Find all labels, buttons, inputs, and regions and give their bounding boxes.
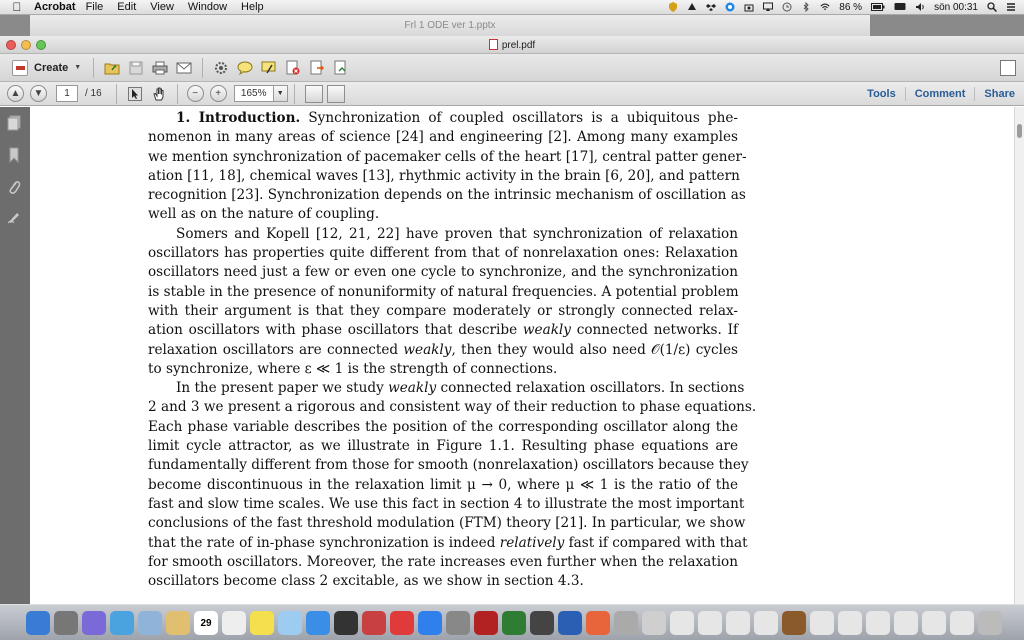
- pdf-file-icon: [489, 39, 498, 50]
- toolbar-divider: [177, 84, 178, 104]
- calendar-app-icon[interactable]: 29: [194, 611, 218, 635]
- minimize-window-button[interactable]: [21, 40, 31, 50]
- page-number-input[interactable]: 1: [56, 85, 78, 102]
- dock-app-icon[interactable]: [950, 611, 974, 635]
- text-line-content: ation oscillators with phase oscillators that describe weakly connected networks. If: [148, 322, 739, 339]
- text-line: [148, 225, 738, 244]
- text-line-content: with their argument is that they compare moderately or strongly connected relax-: [148, 302, 738, 319]
- apple-menu-icon[interactable]: [6, 0, 28, 14]
- display-icon[interactable]: [894, 2, 906, 12]
- text-line: [148, 128, 738, 147]
- text-line-content: Each phase variable describes the position of the corresponding oscillator along the: [148, 418, 738, 435]
- dock-app-icon[interactable]: [894, 611, 918, 635]
- email-icon[interactable]: [175, 59, 193, 77]
- export-pdf-icon[interactable]: [308, 59, 326, 77]
- text-line: [148, 167, 738, 186]
- text-line: [148, 360, 738, 379]
- highlight-comment-icon[interactable]: [260, 59, 278, 77]
- text-line-content: we mention synchronization of pacemaker cells of the heart [17], central patter gener-: [148, 148, 747, 165]
- zoom-window-button[interactable]: [36, 40, 46, 50]
- text-line-content: Somers and Kopell [12, 21, 22] have proven that synchronization of relaxation: [176, 225, 738, 242]
- dock-app-icon[interactable]: [166, 611, 190, 635]
- toolbar-divider: [294, 84, 295, 104]
- dock-app-icon[interactable]: [502, 611, 526, 635]
- text-line: [148, 109, 738, 128]
- print-icon[interactable]: [151, 59, 169, 77]
- app-menu[interactable]: Acrobat: [34, 1, 76, 13]
- zoom-in-plus-icon[interactable]: +: [210, 85, 227, 102]
- text-line-content: fast and slow time scales. We use this fact in section 4 to illustrate the most important: [148, 495, 745, 512]
- text-line-content: become discontinuous in the relaxation limit μ → 0, where μ ≪ 1 is the ratio of the: [148, 476, 738, 493]
- dock-app-icon[interactable]: [446, 611, 470, 635]
- text-line-content: to synchronize, where ε ≪ 1 is the strength of connections.: [148, 360, 558, 377]
- text-line-content: nomenon in many areas of science [24] and engineering [2]. Among many examples: [148, 129, 738, 146]
- background-window-title: Frl 1 ODE ver 1.pptx: [404, 20, 496, 31]
- gear-icon[interactable]: [212, 59, 230, 77]
- text-line-content: ation [11, 18], chemical waves [13], rhythmic activity in the brain [6, 20], and pattern: [148, 167, 740, 184]
- sync-circle-icon[interactable]: [725, 2, 735, 12]
- dock-app-icon[interactable]: [418, 611, 442, 635]
- dock-app-icon[interactable]: [586, 611, 610, 635]
- zoom-level-input[interactable]: 165%: [234, 85, 274, 102]
- camera-icon[interactable]: [744, 2, 754, 12]
- create-button-label: Create: [34, 61, 69, 74]
- dropbox-icon[interactable]: [706, 2, 716, 12]
- dock-app-icon[interactable]: [558, 611, 582, 635]
- text-line: [148, 398, 757, 417]
- zoom-dropdown-chevron-icon[interactable]: ▼: [274, 85, 288, 102]
- text-line-content: oscillators become class 2 excitable, as we show in section 4.3.: [148, 573, 584, 590]
- title-bar[interactable]: [0, 36, 1024, 54]
- dock-app-icon[interactable]: [614, 611, 638, 635]
- dock-app-icon[interactable]: [362, 611, 386, 635]
- text-line-content: Synchronization of coupled oscillators is a ubiquitous phe-: [300, 110, 739, 126]
- dock-app-icon[interactable]: [754, 611, 778, 635]
- text-line: [148, 572, 738, 591]
- menu-help[interactable]: Help: [241, 1, 264, 13]
- text-line-content: conclusions of the fast threshold modulation (FTM) theory [21]. In particular, we show: [148, 515, 746, 532]
- text-line: [148, 553, 738, 572]
- dock-app-icon[interactable]: [54, 611, 78, 635]
- text-line: [148, 418, 738, 437]
- text-line-content: oscillators has properties quite different from that of nonrelaxation ones: Relaxation: [148, 245, 738, 262]
- dock-app-icon[interactable]: [530, 611, 554, 635]
- dock-app-icon[interactable]: [782, 611, 806, 635]
- text-line-content: oscillators need just a few or even one cycle to synchronize, and the synchronization: [148, 264, 738, 281]
- text-line-content: recognition [23]. Synchronization depends on the intrinsic mechanism of oscillation as: [148, 187, 746, 204]
- signature-pen-icon[interactable]: [7, 209, 21, 225]
- open-folder-icon[interactable]: [103, 59, 121, 77]
- time-machine-icon[interactable]: [782, 2, 792, 12]
- text-line: [148, 263, 738, 282]
- text-line-content: fundamentally different from those for smooth (nonrelaxation) oscillators because they: [148, 457, 749, 474]
- dock-app-icon[interactable]: [698, 611, 722, 635]
- dock-app-icon[interactable]: [390, 611, 414, 635]
- task-pane-links: [858, 82, 1024, 105]
- dock-app-icon[interactable]: [222, 611, 246, 635]
- create-pdf-icon: [12, 60, 28, 76]
- vertical-scrollbar[interactable]: [1014, 107, 1024, 604]
- fit-width-icon[interactable]: [327, 85, 345, 103]
- text-line: [148, 244, 738, 263]
- menu-bar: [0, 0, 1024, 15]
- wifi-icon[interactable]: [820, 2, 830, 12]
- document-text: [148, 109, 757, 591]
- close-window-button[interactable]: [6, 40, 16, 50]
- dock-app-icon[interactable]: [642, 611, 666, 635]
- dock-app-icon[interactable]: [978, 611, 1002, 635]
- menu-edit[interactable]: Edit: [117, 1, 137, 13]
- attachment-paperclip-icon[interactable]: [7, 179, 21, 195]
- dock-app-icon[interactable]: [922, 611, 946, 635]
- dock-app-icon[interactable]: [474, 611, 498, 635]
- dock-app-icon[interactable]: [250, 611, 274, 635]
- page-thumbnails-icon[interactable]: [7, 115, 21, 131]
- next-page-arrow-icon[interactable]: ▼: [30, 85, 47, 102]
- navigation-toolbar: [0, 82, 1024, 106]
- previous-page-arrow-icon[interactable]: ▲: [7, 85, 24, 102]
- text-line: [148, 302, 738, 321]
- text-line: [148, 437, 738, 456]
- menu-view[interactable]: View: [150, 1, 174, 13]
- toolbar-divider: [202, 58, 203, 78]
- dock-app-icon[interactable]: [306, 611, 330, 635]
- battery-percent: 86 %: [839, 1, 863, 13]
- dock-app-icon[interactable]: [110, 611, 134, 635]
- text-line-content: is stable in the presence of nonuniformity of natural frequencies. A potential problem: [148, 283, 739, 300]
- text-line: [148, 379, 745, 398]
- dock-app-icon[interactable]: [138, 611, 162, 635]
- pdf-page[interactable]: [30, 107, 1014, 604]
- section-heading: 1. Introduction.: [176, 110, 301, 126]
- bluetooth-icon[interactable]: [801, 2, 811, 12]
- text-line: [148, 341, 738, 360]
- text-line-content: 2 and 3 we present a rigorous and consistent way of their reduction to phase equations.: [148, 399, 757, 416]
- create-button[interactable]: [6, 58, 87, 78]
- text-line: [148, 186, 746, 205]
- dock-app-icon[interactable]: [810, 611, 834, 635]
- dock-app-icon[interactable]: [334, 611, 358, 635]
- text-line: [148, 283, 738, 302]
- insert-pages-icon[interactable]: [332, 59, 350, 77]
- volume-icon[interactable]: [915, 2, 925, 12]
- background-window-titlebar[interactable]: [30, 15, 870, 37]
- window-title: [0, 39, 1024, 51]
- text-line: [148, 476, 738, 495]
- delete-pages-icon[interactable]: [284, 59, 302, 77]
- text-line-content: limit cycle attractor, as we illustrate in Figure 1.1. Resulting phase equations are: [148, 438, 738, 455]
- notification-center-icon[interactable]: [1006, 2, 1016, 12]
- fit-page-icon[interactable]: [305, 85, 323, 103]
- scrollbar-thumb[interactable]: [1017, 124, 1022, 138]
- toolbar-divider: [116, 84, 117, 104]
- dock-app-icon[interactable]: [26, 611, 50, 635]
- text-line-content: relaxation oscillators are connected weakly, then they would also need 𝒪(1/ε) cycles: [148, 341, 738, 358]
- fullscreen-toggle-icon[interactable]: [1000, 60, 1016, 76]
- dock-app-icon[interactable]: [726, 611, 750, 635]
- text-line: [148, 514, 746, 533]
- select-cursor-icon[interactable]: [126, 85, 144, 103]
- comment-pane-link[interactable]: Comment: [905, 87, 975, 101]
- toolbar-divider: [93, 58, 94, 78]
- status-area: [668, 2, 1024, 13]
- clock[interactable]: sön 00:31: [934, 1, 978, 13]
- main-toolbar: [0, 54, 1024, 82]
- dock-app-icon[interactable]: [866, 611, 890, 635]
- tools-pane-link[interactable]: Tools: [867, 87, 896, 100]
- text-line-content: well as on the nature of coupling.: [148, 206, 380, 223]
- window-title-text: prel.pdf: [501, 39, 536, 51]
- zoom-out-minus-icon[interactable]: −: [187, 85, 204, 102]
- comment-bubble-icon[interactable]: [236, 59, 254, 77]
- document-area: [0, 107, 1024, 604]
- chevron-down-icon: ▼: [74, 64, 82, 71]
- menu-file[interactable]: File: [85, 1, 104, 13]
- text-line: [148, 205, 738, 224]
- upload-icon[interactable]: [687, 2, 697, 12]
- text-line-content: In the present paper we study weakly connected relaxation oscillators. In sections: [176, 380, 745, 397]
- dock-app-icon[interactable]: [838, 611, 862, 635]
- dock: [0, 604, 1024, 640]
- text-line-content: that the rate of in-phase synchronization is indeed relatively fast if compared with that: [148, 534, 748, 551]
- save-icon[interactable]: [127, 59, 145, 77]
- text-line: [148, 456, 749, 475]
- text-line: [148, 148, 747, 167]
- menu-window[interactable]: Window: [187, 1, 228, 13]
- hand-tool-icon[interactable]: [150, 85, 168, 103]
- airplay-icon[interactable]: [763, 2, 773, 12]
- dock-app-icon[interactable]: [278, 611, 302, 635]
- battery-icon[interactable]: [871, 2, 885, 12]
- dock-app-icon[interactable]: [82, 611, 106, 635]
- dock-app-icon[interactable]: [670, 611, 694, 635]
- share-pane-link[interactable]: Share: [974, 87, 1024, 101]
- text-line: [148, 321, 738, 340]
- text-line: [148, 495, 745, 514]
- spotlight-search-icon[interactable]: [987, 2, 997, 12]
- navigation-pane: [0, 107, 30, 604]
- acrobat-window: [0, 36, 1024, 604]
- text-line-content: for smooth oscillators. Moreover, the rate increases even further when the relaxation: [148, 553, 738, 570]
- text-line: [148, 534, 748, 553]
- shield-icon[interactable]: [668, 2, 678, 12]
- page-total: / 16: [85, 88, 102, 99]
- bookmark-icon[interactable]: [7, 147, 21, 163]
